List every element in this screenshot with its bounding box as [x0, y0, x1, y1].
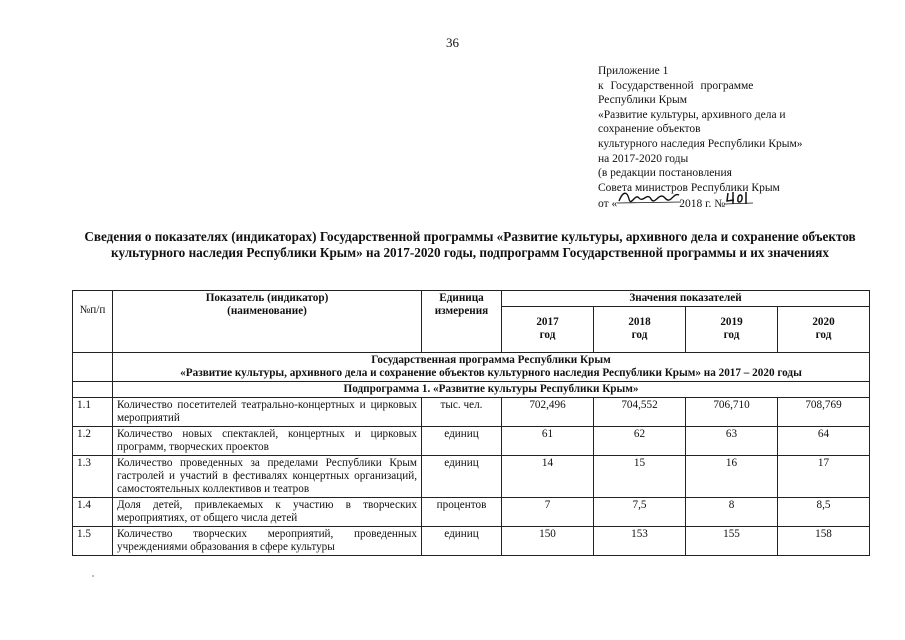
row-value-2019: 155: [686, 527, 778, 556]
row-value-2020: 708,769: [778, 398, 870, 427]
row-value-2019: 706,710: [686, 398, 778, 427]
row-value-2017: 14: [502, 456, 594, 498]
row-value-2018: 62: [594, 427, 686, 456]
row-value-2017: 7: [502, 498, 594, 527]
appendix-line: на 2017-2020 годы: [598, 152, 689, 165]
program-title: Государственная программа Республики Крым «Развитие культуры, архивного дела и сохранение объектов культурного наследия Республики Крым» на 2017 – 2020 годы: [113, 353, 870, 382]
table-row: [73, 527, 870, 556]
row-value-2018: 153: [594, 527, 686, 556]
row-value-2018: 7,5: [594, 498, 686, 527]
subprogram-row: [73, 382, 870, 398]
program-row: [73, 353, 870, 382]
handwritten-date: [617, 195, 679, 207]
appendix-line: Республики Крым: [598, 94, 687, 107]
row-indicator-name: Количество новых спектаклей, концертных и цирковых программ, творческих проектов: [113, 427, 422, 456]
row-indicator-name: Количество посетителей театрально-концертных и цирковых мероприятий: [113, 398, 422, 427]
page-number: 36: [446, 35, 459, 50]
row-value-2020: 17: [778, 456, 870, 498]
date-prefix: от «: [598, 198, 618, 211]
row-unit: единиц: [422, 456, 502, 498]
table-row: [73, 398, 870, 427]
row-num: 1.1: [73, 398, 113, 427]
date-year: 2018 г. №: [679, 198, 726, 211]
row-unit: процентов: [422, 498, 502, 527]
header-unit: Единица измерения: [422, 291, 502, 353]
row-value-2019: 8: [686, 498, 778, 527]
row-unit: тыс. чел.: [422, 398, 502, 427]
appendix-line: сохранение объектов: [598, 123, 701, 136]
row-value-2020: 64: [778, 427, 870, 456]
row-indicator-name: Количество проведенных за пределами Республики Крым гастролей и участий в фестивалях концертных организаций, самостоятельных коллективов и театров: [113, 456, 422, 498]
row-num: 1.3: [73, 456, 113, 498]
row-unit: единиц: [422, 427, 502, 456]
appendix-line: к Государственной программе: [598, 79, 754, 92]
table-row: [73, 456, 870, 498]
row-num: 1.2: [73, 427, 113, 456]
row-value-2017: 61: [502, 427, 594, 456]
handwritten-date-scribble: [617, 189, 683, 207]
subprogram-num-cell: [73, 382, 113, 398]
document-title: Сведения о показателях (индикаторах) Государственной программы «Развитие культуры, архивного дела и сохранение объектов культурного наследия Республики Крым» на 2017-2020 годы, подпрограмм Государственной программы и их значениях: [84, 229, 856, 260]
header-indicator: Показатель (индикатор) (наименование): [113, 291, 422, 353]
indicators-table: [72, 290, 870, 556]
subprogram-title: Подпрограмма 1. «Развитие культуры Республики Крым»: [113, 382, 870, 398]
scan-speck: [92, 575, 94, 577]
row-value-2017: 150: [502, 527, 594, 556]
header-year-2019: 2019 год: [686, 307, 778, 353]
row-num: 1.4: [73, 498, 113, 527]
row-value-2017: 702,496: [502, 398, 594, 427]
handwritten-number-scribble: [725, 189, 755, 207]
appendix-line: (в редакции постановления: [598, 167, 732, 180]
header-values-group: Значения показателей: [502, 291, 870, 307]
row-value-2018: 704,552: [594, 398, 686, 427]
row-unit: единиц: [422, 527, 502, 556]
header-year-2020: 2020 год: [778, 307, 870, 353]
appendix-date-line: [598, 195, 803, 212]
row-value-2018: 15: [594, 456, 686, 498]
row-num: 1.5: [73, 527, 113, 556]
appendix-line: Совета министров Республики Крым: [598, 181, 780, 194]
row-value-2020: 8,5: [778, 498, 870, 527]
table-row: [73, 498, 870, 527]
appendix-line: «Развитие культуры, архивного дела и: [598, 108, 786, 121]
table-row: [73, 427, 870, 456]
appendix-line: культурного наследия Республики Крым»: [598, 137, 803, 150]
handwritten-number: [725, 195, 751, 207]
header-num: №п/п: [73, 291, 113, 353]
appendix-block: [598, 64, 803, 212]
header-year-2018: 2018 год: [594, 307, 686, 353]
program-num-cell: [73, 353, 113, 382]
row-indicator-name: Доля детей, привлекаемых к участию в творческих мероприятиях, от общего числа детей: [113, 498, 422, 527]
row-value-2019: 16: [686, 456, 778, 498]
row-value-2020: 158: [778, 527, 870, 556]
row-value-2019: 63: [686, 427, 778, 456]
row-indicator-name: Количество творческих мероприятий, проведенных учреждениями образования в сфере культуры: [113, 527, 422, 556]
appendix-line: Приложение 1: [598, 65, 669, 77]
table-header-row: [73, 291, 870, 307]
header-year-2017: 2017 год: [502, 307, 594, 353]
